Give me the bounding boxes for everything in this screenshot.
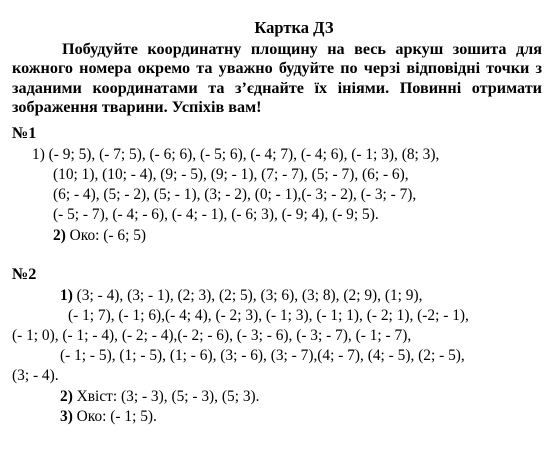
section-1-line-3: (6; - 4), (5; - 2), (5; - 1), (3; - 2), (0; - 1),(- 3; - 2), (- 3; - 7),	[53, 186, 417, 203]
section-2-line-3: (- 1; 0), (- 1; - 4), (- 2; - 4),(- 2; - 6), (- 3; - 6), (- 3; - 7), (- 1; - 7),	[12, 327, 412, 344]
section-2-eye-number: 3)	[60, 408, 73, 425]
section-2-eye-coords: Око: (- 1; 5).	[72, 408, 157, 425]
section-2-eye-line	[60, 407, 157, 426]
card-title: Картка ДЗ	[254, 18, 334, 37]
section-2-item-1-number: 1)	[60, 287, 73, 304]
section-2-tail-coords: Хвіст: (3; - 3), (5; - 3), (5; 3).	[72, 388, 260, 405]
section-1-eye-line	[53, 226, 146, 245]
section-2-line-4: (- 1; - 5), (1; - 5), (1; - 6), (3; - 6), (3; - 7),(4; - 7), (4; - 5), (2; - 5),	[60, 347, 465, 364]
section-1-eye-number: 2)	[53, 227, 66, 244]
section-1-line-2: (10; 1), (10; - 4), (9; - 5), (9; - 1), (7; - 7), (5; - 7), (6; - 6),	[53, 166, 409, 183]
section-2-line-1	[60, 286, 422, 305]
section-2-line-2: (- 1; 7), (- 1; 6),(- 4; 4), (- 2; 3), (- 1; 3), (- 1; 1), (- 2; 1), (-2; - 1),	[68, 307, 469, 324]
section-2-tail-line	[60, 387, 260, 406]
section-2-heading: №2	[12, 265, 37, 283]
task-instructions: Побудуйте координатну площину на весь аркуш зошита для кожного номера окремо та уважно будуйте по черзі відповідні точки з заданими координатами та з’єднайте їх ініями. Повинні отримати зображення тварини. Успіхів вам!	[12, 40, 542, 116]
section-1-heading: №1	[12, 124, 37, 142]
section-2-tail-number: 2)	[60, 388, 73, 405]
section-1-line-4: (- 5; - 7), (- 4; - 6), (- 4; - 1), (- 6; 3), (- 9; 4), (- 9; 5).	[53, 206, 379, 223]
section-2-item-1-coords: (3; - 4), (3; - 1), (2; 3), (2; 5), (3; 6), (3; 8), (2; 9), (1; 9),	[72, 287, 423, 304]
section-2-line-5: (3; - 4).	[12, 367, 59, 384]
section-1-line-1: 1) (- 9; 5), (- 7; 5), (- 6; 6), (- 5; 6), (- 4; 7), (- 4; 6), (- 1; 3), (8; 3),	[32, 146, 440, 163]
section-1-eye-coords: Око: (- 6; 5)	[65, 227, 147, 244]
